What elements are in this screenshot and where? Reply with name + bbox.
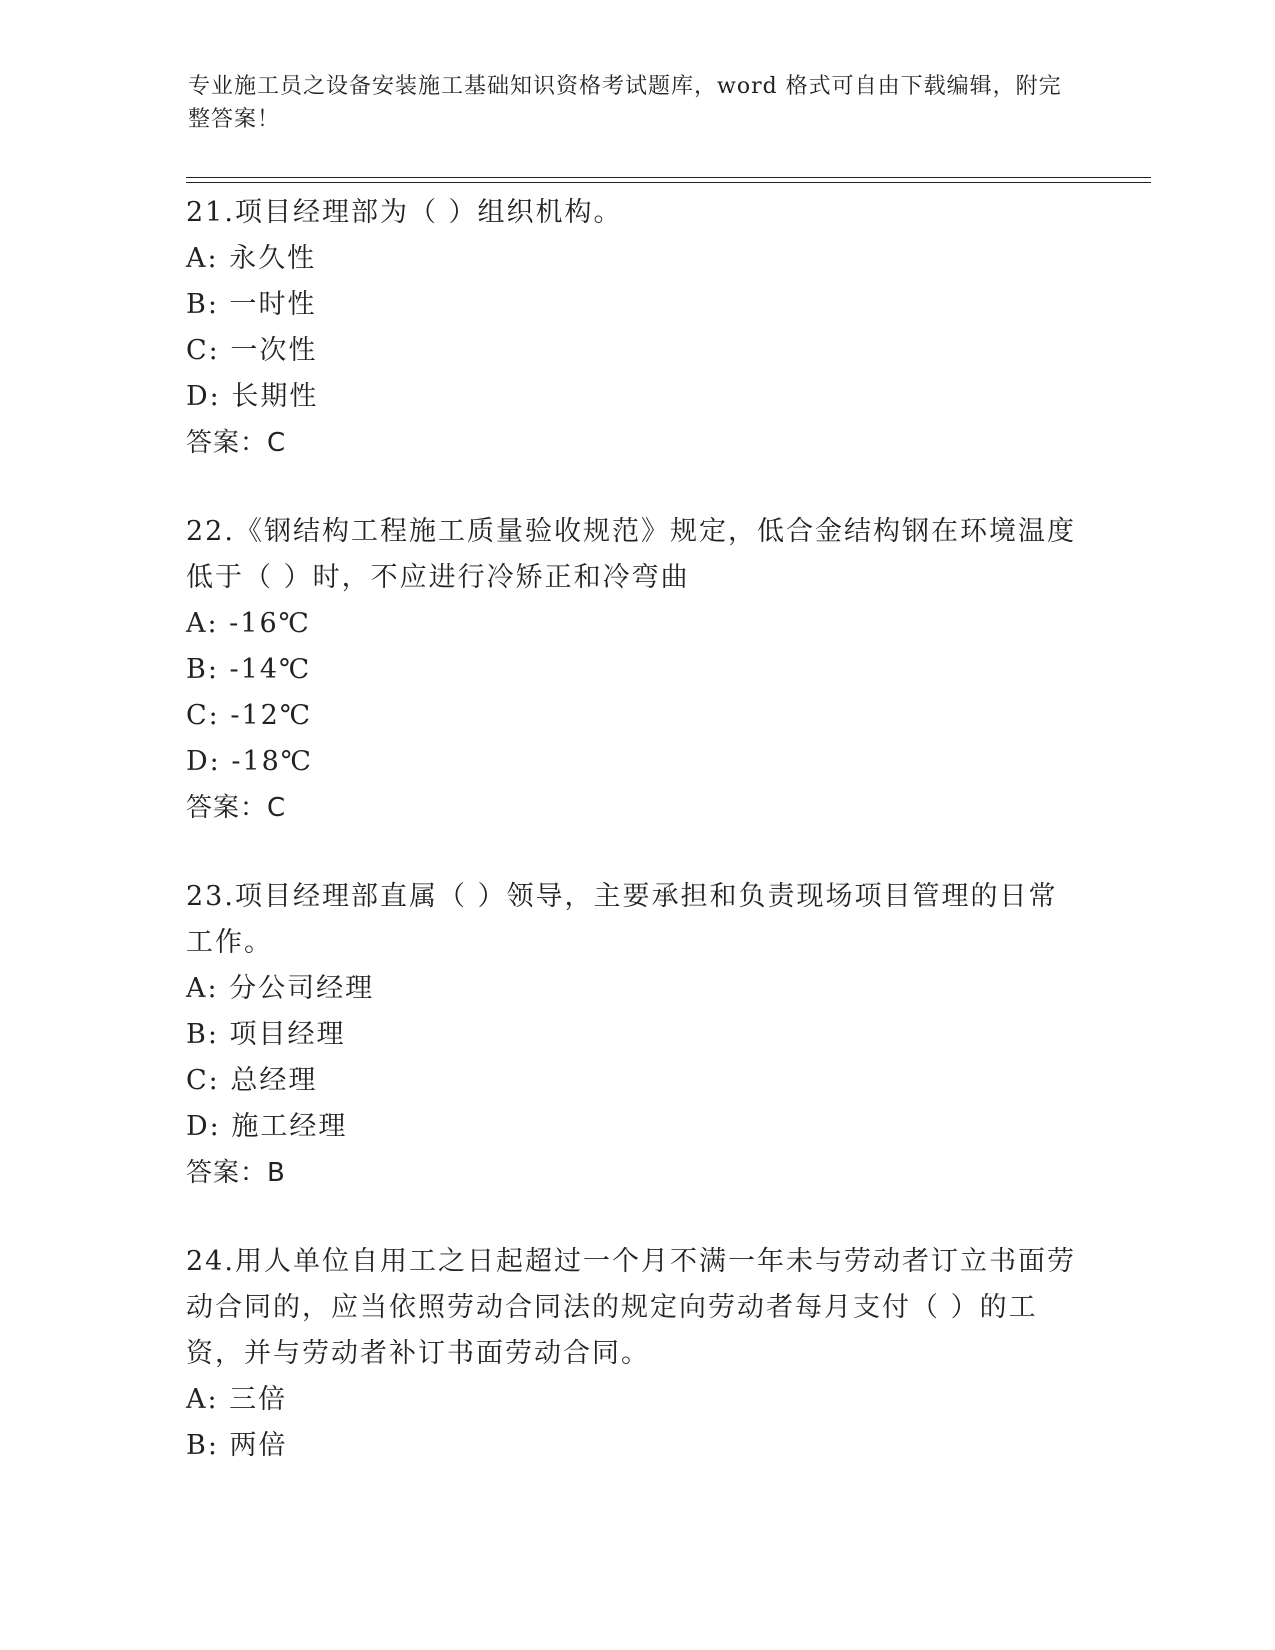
option-d: D: -18℃ — [186, 746, 314, 777]
question-list — [186, 190, 1086, 1512]
question-stem: 22.《钢结构工程施工质量验收规范》规定，低合金结构钢在环境温度低于（ ）时，不应进行冷矫正和冷弯曲 — [186, 516, 1076, 593]
option-a: A: 永久性 — [186, 243, 317, 274]
option-a: A: 分公司经理 — [186, 973, 375, 1004]
option-c: C: 总经理 — [186, 1065, 318, 1096]
option-c: C: 一次性 — [186, 335, 318, 366]
question-21 — [186, 190, 1086, 466]
question-23 — [186, 874, 1086, 1196]
option-b: B: 一时性 — [186, 289, 317, 320]
question-22 — [186, 509, 1086, 831]
option-b: B: 两倍 — [186, 1430, 288, 1461]
answer-line: 答案：C — [186, 793, 287, 823]
document-header: 专业施工员之设备安装施工基础知识资格考试题库，word 格式可自由下载编辑，附完整答案！ — [188, 74, 1062, 132]
header-divider-top — [186, 177, 1151, 178]
answer-line: 答案：B — [186, 1158, 286, 1188]
header-divider-bottom — [186, 182, 1151, 183]
question-stem: 21.项目经理部为（ ）组织机构。 — [186, 197, 623, 228]
answer-line: 答案：C — [186, 428, 287, 458]
option-b: B: 项目经理 — [186, 1019, 346, 1050]
question-24 — [186, 1239, 1086, 1469]
option-d: D: 长期性 — [186, 381, 319, 412]
option-b: B: -14℃ — [186, 654, 312, 685]
option-c: C: -12℃ — [186, 700, 313, 731]
option-a: A: 三倍 — [186, 1384, 288, 1415]
question-stem: 24.用人单位自用工之日起超过一个月不满一年未与劳动者订立书面劳动合同的，应当依照劳动合同法的规定向劳动者每月支付（ ）的工资，并与劳动者补订书面劳动合同。 — [186, 1246, 1076, 1369]
question-stem: 23.项目经理部直属（ ）领导，主要承担和负责现场项目管理的日常工作。 — [186, 881, 1058, 958]
option-d: D: 施工经理 — [186, 1111, 348, 1142]
option-a: A: -16℃ — [186, 608, 311, 639]
